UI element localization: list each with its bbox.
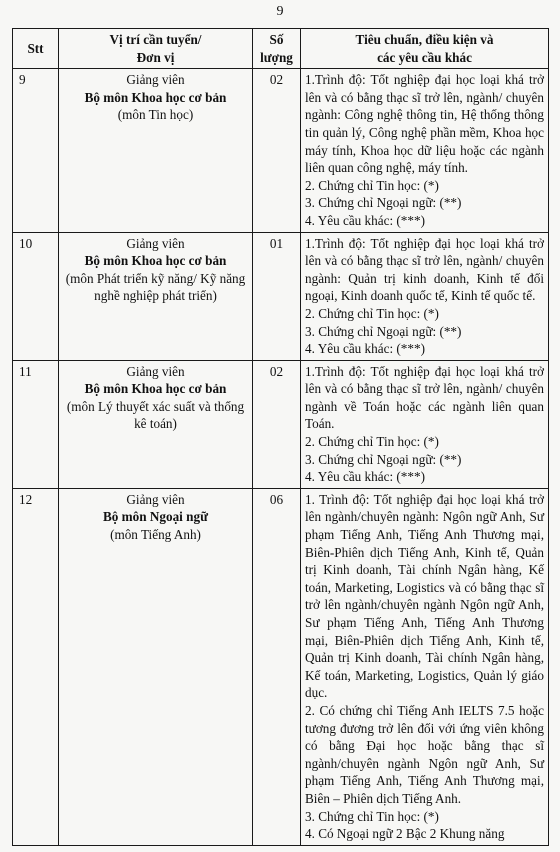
row-requirements bbox=[301, 488, 549, 845]
position-department: Bộ môn Khoa học cơ bản bbox=[84, 89, 227, 105]
row-position bbox=[59, 232, 253, 360]
position-subject: (môn Lý thuyết xác suất và thống kê toán) bbox=[66, 398, 245, 432]
requirement-item: 4. Có Ngoại ngữ 2 Bậc 2 Khung năng bbox=[305, 826, 505, 842]
header-quantity-line2: lượng bbox=[260, 49, 293, 65]
table-row bbox=[13, 488, 549, 845]
position-title: Giảng viên bbox=[126, 363, 185, 379]
requirement-item: 1.Trình độ: Tốt nghiệp đại học loại khá trở lên và có bằng thạc sĩ trở lên, ngành/ chuyên ngành: Quản trị kinh doanh, Kinh tế đối ngoại, Kinh doanh quốc tế, Kinh tế quốc tế. bbox=[305, 235, 544, 304]
row-requirements bbox=[301, 69, 549, 232]
table-row bbox=[13, 69, 549, 232]
row-stt: 11 bbox=[13, 360, 59, 488]
row-quantity: 02 bbox=[253, 69, 301, 232]
position-subject: (môn Tiếng Anh) bbox=[110, 527, 201, 543]
table-header-row bbox=[13, 29, 549, 69]
requirement-item: 2. Chứng chỉ Tin học: (*) bbox=[305, 177, 439, 193]
recruitment-table bbox=[12, 28, 549, 846]
page-number: 9 bbox=[276, 4, 284, 19]
row-stt: 10 bbox=[13, 232, 59, 360]
header-quantity-line1: Số bbox=[269, 32, 284, 47]
row-requirements bbox=[301, 232, 549, 360]
requirement-item: 2. Có chứng chỉ Tiếng Anh IELTS 7.5 hoặc tương đương trở lên đối với ứng viên không có bằng Đại học hoặc bằng thạc sĩ ngành/chuyên ngành Ngôn ngữ Anh, Sư phạm Tiếng Anh, Tiếng Anh Thương mại, Biên – Phiên dịch Tiếng Anh. bbox=[305, 702, 544, 806]
position-department: Bộ môn Khoa học cơ bản bbox=[84, 381, 227, 397]
header-stt: Stt bbox=[13, 29, 59, 69]
table-row bbox=[13, 360, 549, 488]
row-quantity: 06 bbox=[253, 488, 301, 845]
header-criteria-line1: Tiêu chuẩn, điều kiện và bbox=[355, 32, 494, 47]
row-stt: 9 bbox=[13, 69, 59, 232]
requirement-item: 4. Yêu cầu khác: (***) bbox=[305, 469, 425, 485]
position-subject: (môn Tin học) bbox=[117, 107, 194, 123]
row-position bbox=[59, 69, 253, 232]
row-requirements bbox=[301, 360, 549, 488]
requirement-item: 3. Chứng chỉ Ngoại ngữ: (**) bbox=[305, 195, 462, 211]
header-position-line2: Đơn vị bbox=[136, 49, 175, 65]
requirement-item: 3. Chứng chỉ Ngoại ngữ: (**) bbox=[305, 451, 462, 467]
requirement-item: 2. Chứng chỉ Tin học: (*) bbox=[305, 434, 439, 450]
header-position bbox=[59, 29, 253, 69]
requirement-item: 4. Yêu cầu khác: (***) bbox=[305, 212, 425, 228]
row-position bbox=[59, 360, 253, 488]
requirement-item: 3. Chứng chỉ Ngoại ngữ: (**) bbox=[305, 323, 462, 339]
position-subject: (môn Phát triển kỹ năng/ Kỹ năng nghề nghiệp phát triển) bbox=[65, 270, 246, 304]
row-position bbox=[59, 488, 253, 845]
position-title: Giảng viên bbox=[126, 235, 185, 251]
table-row bbox=[13, 232, 549, 360]
position-title: Giảng viên bbox=[126, 72, 185, 88]
position-title: Giảng viên bbox=[126, 491, 185, 507]
header-position-line1: Vị trí cần tuyển/ bbox=[109, 32, 202, 47]
requirement-item: 1.Trình độ: Tốt nghiệp đại học loại khá trở lên và có bằng thạc sĩ trở lên, ngành/ chuyên ngành về Toán hoặc các ngành liên quan Toán. bbox=[305, 363, 544, 432]
requirement-item: 4. Yêu cầu khác: (***) bbox=[305, 341, 425, 357]
requirement-item: 2. Chứng chỉ Tin học: (*) bbox=[305, 305, 439, 321]
requirement-item: 1. Trình độ: Tốt nghiệp đại học loại khá trở lên ngành/chuyên ngành: Ngôn ngữ Anh, Sư phạm Tiếng Anh, Tiếng Anh Thương mại, Biên-Phiên dịch Tiếng Anh, Kinh tế, Quản trị Kinh doanh, Tài chính Ngân hàng, Kế toán, Marketing, Logistics và có bằng thạc sĩ trở lên ngành/chuyên ngành Ngôn ngữ Anh, Sư phạm Tiếng Anh, Tiếng Anh Thương mại, Biên-Phiên dịch Tiếng Anh, Kinh tế, Quản trị Kinh doanh, Tài chính Ngân hàng, Kế toán, Marketing, Logistics, Quản lý giáo dục. bbox=[305, 491, 544, 701]
requirement-item: 1.Trình độ: Tốt nghiệp đại học loại khá trở lên và có bằng thạc sĩ trở lên, ngành/ chuyên ngành: Công nghệ thông tin, Hệ thống thông tin quản lý, Công nghệ phần mềm, Khoa học máy tính, Khoa học dữ liệu hoặc các ngành liên quan công nghệ, máy tính. bbox=[305, 72, 544, 176]
position-department: Bộ môn Ngoại ngữ bbox=[102, 509, 208, 525]
row-stt: 12 bbox=[13, 488, 59, 845]
row-quantity: 02 bbox=[253, 360, 301, 488]
header-criteria bbox=[301, 29, 549, 69]
position-department: Bộ môn Khoa học cơ bản bbox=[84, 253, 227, 269]
row-quantity: 01 bbox=[253, 232, 301, 360]
header-quantity bbox=[253, 29, 301, 69]
header-criteria-line2: các yêu cầu khác bbox=[377, 49, 472, 65]
requirement-item: 3. Chứng chỉ Tin học: (*) bbox=[305, 808, 439, 824]
